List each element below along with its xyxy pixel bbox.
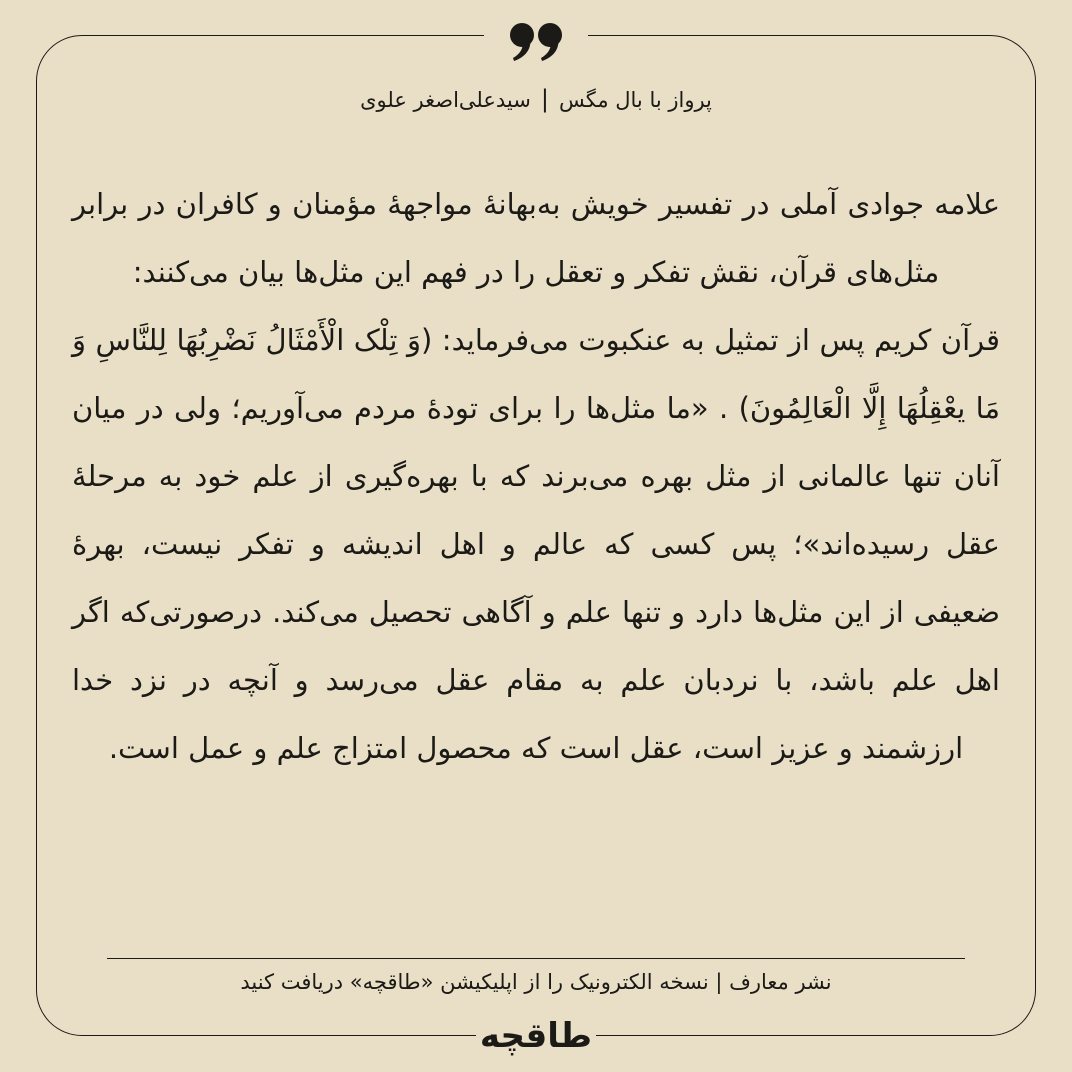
byline xyxy=(0,84,1072,115)
book-title: پرواز با بال مگس xyxy=(558,88,712,112)
quote-paragraph-2: قرآن کریم پس از تمثیل به عنکبوت می‌فرماید: (وَ تِلْک الْأَمْثَالُ نَضْرِبُهَا لِلنَّاسِ وَ مَا يعْقِلُهَا إِلَّا الْعَالِمُونَ) . «ما مثل‌ها را برای تودۀ مردم می‌آوریم؛ ولی در میان آنان تنها عالمانی از مثل بهره می‌برند که با بهره‌گیری از علم خود به مرحلۀ عقل رسیده‌اند»؛ پس کسی که عالم و اهل اندیشه و تفکر نیست، بهرۀ ضعیفی از این مثل‌ها دارد و تنها علم و آگاهی تحصیل می‌کند. درصورتی‌که اگر اهل علم باشد، با نردبان علم به مقام عقل می‌رسد و آنچه در نزد خدا ارزشمند و عزیز است، عقل است که محصول امتزاج علم و عمل است. xyxy=(72,323,1000,765)
footer-divider xyxy=(107,958,965,959)
closing-quote-icon xyxy=(484,14,588,70)
taaghche-logo xyxy=(476,1014,596,1058)
quote-paragraph-1: علامه جوادی آملی در تفسیر خویش به‌بهانۀ مواجهۀ مؤمنان و کافران در برابر مثل‌های قرآن، نقش تفکر و تعقل را در فهم این مثل‌ها بیان می‌کنند: xyxy=(72,187,1000,289)
author-name: سیدعلی‌اصغر علوی xyxy=(360,88,531,112)
quote-body xyxy=(72,170,1000,782)
footer-note: نشر معارف | نسخه الکترونیک را از اپلیکیشن «طاقچه» دریافت کنید xyxy=(240,970,832,994)
logo-wordmark: طاقچه xyxy=(479,1016,593,1056)
byline-separator: | xyxy=(540,85,549,113)
